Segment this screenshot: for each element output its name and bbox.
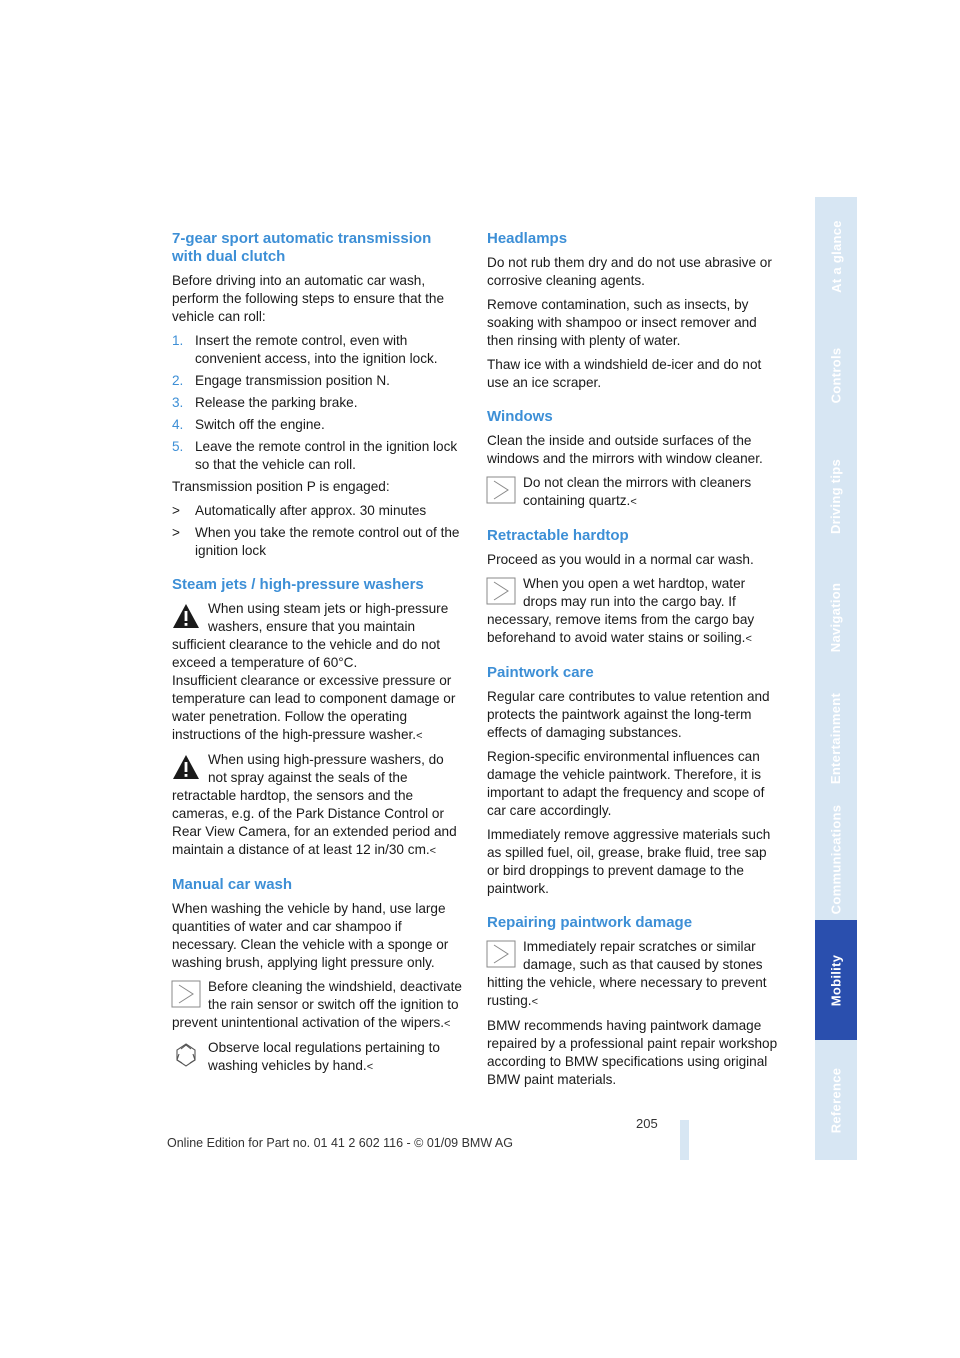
headlamps-text: Thaw ice with a windshield de-icer and do not use an ice scraper. [487, 357, 762, 390]
list-item: 5. Leave the remote control in the ignition lock so that the vehicle can roll. [172, 439, 458, 472]
heading-paintwork: Paintwork care [487, 664, 594, 681]
list-item: > Automatically after approx. 30 minutes [172, 503, 427, 518]
info-note: When you open a wet hardtop, water drops may run into the cargo bay. If necessary, remove items from the cargo bay beforehand to avoid water stains or soiling.< [487, 576, 755, 645]
info-note: Do not clean the mirrors with cleaners containing quartz.< [487, 474, 779, 511]
page-number: 205 [636, 1116, 658, 1131]
heading-windows: Windows [487, 408, 553, 425]
heading-headlamps: Headlamps [487, 230, 568, 247]
warning-icon [171, 753, 201, 781]
headlamps-text: Remove contamination, such as insects, by soaking with shampoo or insect remover and then rinsing with plenty of water. [487, 297, 757, 348]
bullet-list [172, 502, 464, 560]
tab-driving-tips[interactable]: Driving tips [815, 436, 857, 559]
environment-note: Observe local regulations pertaining to washing vehicles by hand.< [172, 1039, 464, 1076]
intro-text: Before driving into an automatic car wash, perform the following steps to ensure that the vehicle can roll: [172, 273, 445, 324]
warning-note: When using steam jets or high-pressure washers, ensure that you maintain sufficient clearance to the vehicle and do not exceed a temperature of 60°C. Insufficient clearance or excessive pressure or temperature can lead to component damage or water penetration. Follow the operating instructions of the high-pressure washer.< [172, 601, 456, 742]
arrow-note-icon [486, 577, 516, 605]
list-item: > When you take the remote control out of the ignition lock [172, 525, 460, 558]
steps-list [172, 332, 464, 474]
arrow-note-icon [486, 940, 516, 968]
tab-communications[interactable]: Communications [815, 799, 857, 922]
list-item: 4. Switch off the engine. [172, 417, 325, 432]
footer-marker [680, 1120, 689, 1160]
hardtop-text: Proceed as you would in a normal car wash. [487, 552, 754, 567]
heading-hardtop: Retractable hardtop [487, 527, 629, 544]
heading-manual-wash: Manual car wash [172, 876, 293, 893]
paintwork-text: Regular care contributes to value retention and protects the paintwork against the long-term effects of damaging substances. [487, 689, 770, 740]
warning-icon [171, 602, 201, 630]
list-item: 2. Engage transmission position N. [172, 373, 390, 388]
warning-note: When using high-pressure washers, do not spray against the seals of the retractable hardtop, the sensors and the cameras, e.g. of the Park Distance Control or Rear View Camera, for an extended period and maintain a distance of at least 12 in/30 cm.< [172, 752, 457, 857]
footer-text: Online Edition for Part no. 01 41 2 602 116 - © 01/09 BMW AG [167, 1136, 513, 1150]
arrow-note-icon [171, 980, 201, 1008]
tab-navigation[interactable]: Navigation [815, 557, 857, 680]
info-note: Before cleaning the windshield, deactivate the rain sensor or switch off the ignition to prevent unintentional activation of the wipers.< [172, 979, 462, 1030]
windows-text: Clean the inside and outside surfaces of the windows and the mirrors with window cleaner. [487, 433, 763, 466]
tab-entertainment[interactable]: Entertainment [815, 678, 857, 801]
headlamps-text: Do not rub them dry and do not use abrasive or corrosive cleaning agents. [487, 255, 772, 288]
heading-transmission: 7-gear sport automatic transmission with dual clutch [172, 230, 432, 265]
engaged-text: Transmission position P is engaged: [172, 479, 390, 494]
tab-at-a-glance[interactable]: At a glance [815, 197, 857, 317]
list-item: 3. Release the parking brake. [172, 395, 358, 410]
right-column [487, 230, 779, 1095]
repair-text: BMW recommends having paintwork damage repaired by a professional paint repair workshop according to BMW specifications using original BMW paint materials. [487, 1018, 778, 1087]
paintwork-text: Immediately remove aggressive materials such as spilled fuel, oil, grease, brake fluid, tree sap or bird droppings to prevent damage to the paintwork. [487, 827, 771, 896]
manual-wash-text: When washing the vehicle by hand, use large quantities of water and car shampoo if necessary. Clean the vehicle with a sponge or washing brush, applying light pressure only. [172, 901, 449, 970]
recycle-icon [171, 1041, 201, 1069]
list-item: 1. Insert the remote control, even with convenient access, into the ignition lock. [172, 333, 438, 366]
heading-steam: Steam jets / high-pressure washers [172, 576, 424, 593]
arrow-note-icon [486, 476, 516, 504]
paintwork-text: Region-specific environmental influences can damage the vehicle paintwork. Therefore, it is important to adapt the frequency and scope of car care accordingly. [487, 749, 765, 818]
tab-reference[interactable]: Reference [815, 1040, 857, 1162]
tab-mobility[interactable]: Mobility [815, 920, 857, 1042]
left-column [172, 230, 464, 1082]
chapter-sidebar [815, 197, 857, 1160]
tab-controls[interactable]: Controls [815, 315, 857, 438]
info-note: Immediately repair scratches or similar damage, such as that caused by stones hitting the vehicle, where necessary to prevent rusting.< [487, 939, 767, 1008]
heading-repair: Repairing paintwork damage [487, 914, 693, 931]
